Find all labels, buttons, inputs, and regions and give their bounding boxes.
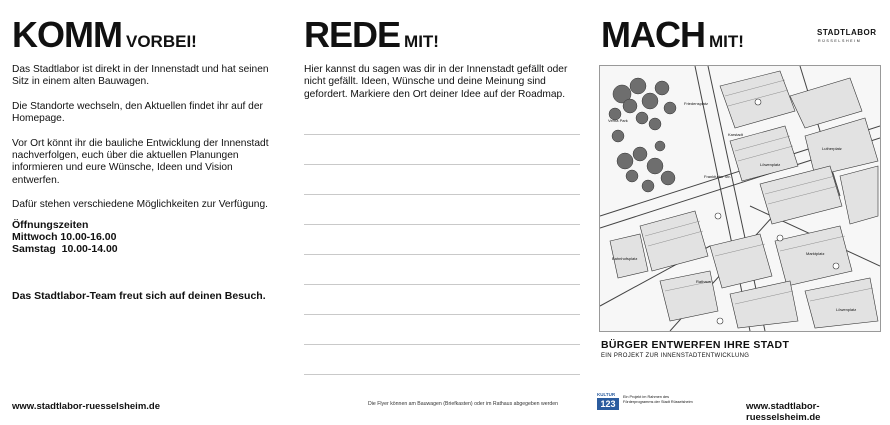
headline-big: MACH [601, 14, 705, 55]
map-label: Löwenplatz [760, 162, 781, 167]
website-link[interactable]: www.stadtlabor-ruesselsheim.de [746, 401, 821, 423]
kultur-label: KULTUR [597, 392, 616, 397]
write-line[interactable] [304, 374, 580, 375]
write-line[interactable] [304, 344, 580, 345]
write-line[interactable] [304, 314, 580, 315]
roadmap-map[interactable] [599, 65, 881, 332]
hours-weekday: Mittwoch 10.00-16.00 [12, 231, 117, 243]
map-label: Karstadt [728, 132, 743, 137]
map-label: Friedensplatz [684, 101, 709, 106]
opening-hours [12, 219, 118, 255]
headline-mach [601, 14, 744, 56]
subtagline: EIN PROJEKT ZUR INNENSTADTENTWICKLUNG [601, 353, 750, 359]
headline-small: VORBEI! [125, 32, 197, 51]
website-link[interactable]: www.stadtlabor-ruesselsheim.de [12, 401, 160, 412]
panel-mach-mit [593, 0, 890, 425]
stadtlabor-logo: STADTLABOR [817, 28, 877, 37]
headline-rede [304, 14, 439, 56]
headline-small: MIT! [404, 32, 439, 51]
tagline: BÜRGER ENTWERFEN IHRE STADT [601, 339, 790, 351]
kultur-123-logo [597, 392, 619, 412]
write-line[interactable] [304, 254, 580, 255]
map-label: Löwenplatz [836, 307, 857, 312]
hours-title: Öffnungszeiten [12, 219, 89, 231]
write-line[interactable] [304, 284, 580, 285]
intro-text [12, 64, 274, 224]
hours-saturday: Samstag 10.00-14.00 [12, 243, 118, 255]
write-line[interactable] [304, 134, 580, 135]
closing-text: Das Stadtlabor-Team freut sich auf deinen Besuch. [12, 290, 266, 302]
write-line[interactable] [304, 164, 580, 165]
write-line[interactable] [304, 224, 580, 225]
footnote: Die Flyer können am Bauwagen (Briefkasten) oder im Rathaus abgegeben werden [368, 401, 559, 407]
map-label: Bahnhofsplatz [612, 256, 638, 261]
logo-subtitle: RÜSSELSHEIM [818, 39, 862, 43]
city-map-drawing [600, 66, 880, 331]
paragraph: Die Standorte wechseln, den Aktuellen findet ihr auf der Homepage. [12, 100, 263, 125]
map-label: Verna Park [608, 118, 628, 123]
kultur-description: Ein Projekt im Rahmen des Förderprogramms der Stadt Rüsselsheim [623, 395, 693, 404]
panel-komm-vorbei [0, 0, 296, 425]
intro-text: Hier kannst du sagen was dir in der Innenstadt gefällt oder nicht gefällt. Ideen, Wünsche und deine Meinung sind gefordert. Markiere den Ort deiner Idee auf der Roadmap. [304, 64, 568, 100]
paragraph: Vor Ort könnt ihr die bauliche Entwicklung der Innenstadt nachverfolgen, euch über die aktuellen Planungen informieren und eure Wünsche, Ideen und Vision entwerfen. [12, 137, 269, 186]
paragraph: Das Stadtlabor ist direkt in der Innenstadt und hat seinen Sitz in einem alten Bauwagen. [12, 64, 269, 88]
write-line[interactable] [304, 194, 580, 195]
panel-rede-mit [296, 0, 593, 425]
headline-komm [12, 14, 197, 56]
map-label: Frankfurter Str. [704, 174, 731, 179]
map-label: Rathaus [696, 279, 711, 284]
headline-big: REDE [304, 14, 401, 55]
map-label: Lutherplatz [822, 146, 842, 151]
paragraph: Dafür stehen verschiedene Möglichkeiten zur Verfügung. [12, 199, 268, 211]
headline-small: MIT! [708, 32, 744, 51]
headline-big: KOMM [12, 14, 122, 55]
kultur-number: 123 [597, 398, 619, 410]
map-label: Marktplatz [806, 251, 825, 256]
